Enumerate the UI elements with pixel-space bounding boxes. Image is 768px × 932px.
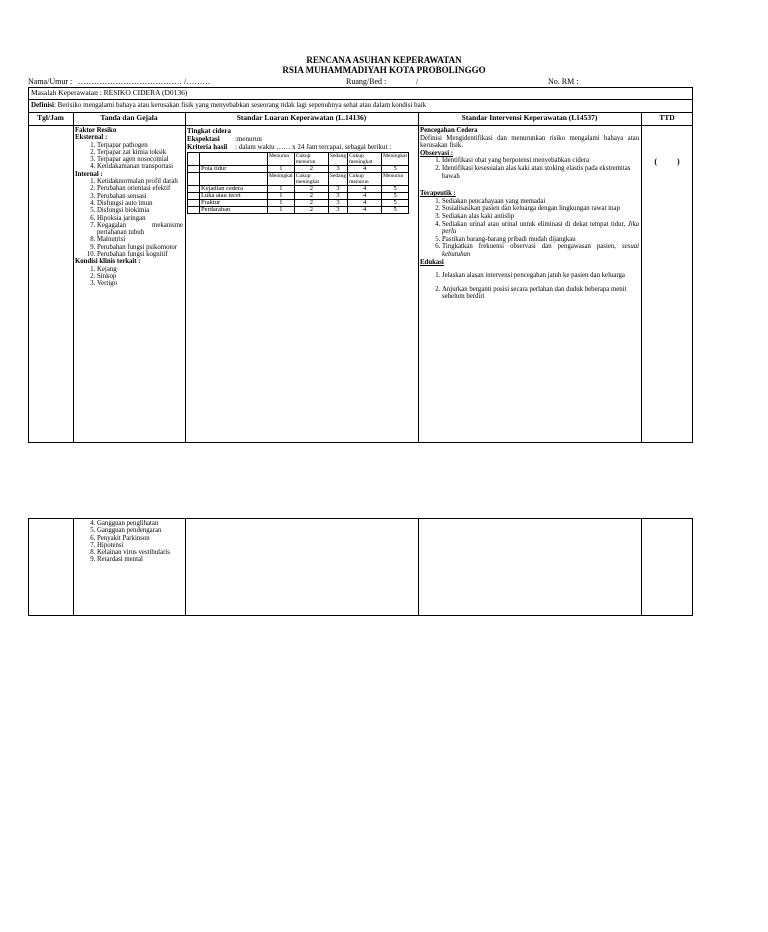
tanda-gejala xyxy=(73,126,185,443)
internal-list xyxy=(75,178,183,258)
row-label: Kejadian cedera xyxy=(200,186,268,193)
definisi-text: : Berisiko mengalami bahaya atau kerusakan fisik yang menyebabkan seseorang tidak lagi sepenuhnya sehat atau dalam kondisi baik xyxy=(53,101,427,109)
list-item: 1. Identifikasi obat yang berpotensi menyebabkan cidera xyxy=(442,157,639,165)
kondisi-continuation xyxy=(73,519,185,616)
score-cell[interactable]: 5 xyxy=(382,207,409,214)
kriteria-text: : dalam waktu …… x 24 Jam tercapai, sebagai berikut : xyxy=(235,143,392,151)
list-item: 7. Kegagalan mekanisme pertahanan tubuh xyxy=(97,222,183,237)
list-item: 8. Malnutrisi xyxy=(97,236,183,243)
hospital-name: RSIA MUHAMMADIYAH KOTA PROBOLINGGO xyxy=(282,65,486,75)
ekspektasi-label: Ekspektasi xyxy=(187,135,220,143)
score-cell[interactable]: 3 xyxy=(328,186,347,193)
list-item: 3. Terpapar agen nosocomial xyxy=(97,156,183,163)
col-slki: Standar Luaran Keperawatan (L.14136) xyxy=(236,113,367,122)
definisi-label: Definisi xyxy=(31,101,54,109)
scale-header: Menurun xyxy=(268,153,295,166)
scale-header: Sedang xyxy=(328,173,347,186)
score-cell[interactable]: 5 xyxy=(382,200,409,207)
score-cell[interactable]: 5 xyxy=(382,186,409,193)
score-cell[interactable]: 2 xyxy=(294,166,328,173)
list-item: 4. Gangguan penglihatan xyxy=(97,520,183,527)
list-item: 2. Sinkop xyxy=(97,273,183,280)
row-label: Fraktur xyxy=(200,200,268,207)
siki-content xyxy=(418,126,641,443)
score-cell[interactable]: 5 xyxy=(382,193,409,200)
list-item: 10. Perubahan fungsi kognitif xyxy=(97,251,183,258)
scale-header: Cukup menurun xyxy=(294,153,328,166)
scale-header: Meningkat xyxy=(268,173,295,186)
list-item: 1. Ketidaknormalan profil darah xyxy=(97,178,183,185)
score-cell[interactable]: 4 xyxy=(348,186,382,193)
row-label: Pola tidur xyxy=(200,166,268,173)
list-item: 7. Hipotensi xyxy=(97,542,183,549)
kondisi-title: Kondisi klinis terkait : xyxy=(75,258,141,266)
terapeutik-list xyxy=(420,198,639,259)
scale-header: Cukup meningkat xyxy=(294,173,328,186)
score-cell[interactable]: 4 xyxy=(348,166,382,173)
col-tgl: Tgl/Jam xyxy=(37,113,64,122)
row-label: Luka atau lecet xyxy=(200,193,268,200)
eksternal-list xyxy=(75,142,183,171)
slki-content xyxy=(185,126,418,443)
score-cell[interactable]: 1 xyxy=(268,166,295,173)
col-tanda: Tanda dan Gejala xyxy=(100,113,158,122)
kriteria-table xyxy=(187,152,409,214)
list-item-note: sesuai kebutuhan xyxy=(442,243,640,258)
list-item: 3. Sediakan alas kaki antislip xyxy=(442,213,639,221)
scale-header: Meningkat xyxy=(382,153,409,166)
list-item: 5. Pastikan barang-barang pribadi mudah dijangkau xyxy=(442,236,639,244)
edukasi-title: Edukasi xyxy=(420,258,444,266)
list-item: 3. Perubahan sensasi xyxy=(97,193,183,200)
list-item: 5. Disfungsi biokimia xyxy=(97,207,183,214)
scale-header: Cukup meningkat xyxy=(348,153,382,166)
list-item: 1. Jelaskan alasan intervensi pencegahan jatuh ke pasien dan keluarga xyxy=(442,272,639,280)
col-siki: Standar Intervensi Keperawatan (I.14537) xyxy=(461,113,598,122)
score-cell[interactable]: 2 xyxy=(294,186,328,193)
observasi-list xyxy=(420,157,639,180)
list-item: 2. Sosialisasikan pasien dan keluarga dengan lingkungan rawat inap xyxy=(442,205,639,213)
masalah-text: Masalah Keperawatan : RESIKO CIDERA (D0136) xyxy=(31,88,188,97)
norm-label: No. RM : xyxy=(548,77,579,86)
list-item xyxy=(442,243,639,258)
siki-title: Pencegahan Cedera xyxy=(420,127,478,134)
kondisi-list xyxy=(75,266,183,288)
list-item: 2. Perubahan orientasi efektif xyxy=(97,185,183,192)
terapeutik-title: Terapeutik : xyxy=(420,190,456,198)
tingkat-title: Tingkat cidera xyxy=(187,127,232,135)
score-cell[interactable]: 1 xyxy=(268,200,295,207)
internal-title: Internal : xyxy=(75,170,103,178)
score-cell[interactable]: 4 xyxy=(348,200,382,207)
row-label: Perdarahan xyxy=(200,207,268,214)
list-item: 6. Hipoksia jaringan xyxy=(97,215,183,222)
eksternal-title: Eksternal : xyxy=(75,134,108,142)
list-item: 5. Gangguan pendengaran xyxy=(97,527,183,534)
list-item: 3. Vertigo xyxy=(97,280,183,287)
list-item: 8. Kelainan virus vestibularis xyxy=(97,549,183,556)
edukasi-list xyxy=(420,272,639,301)
definisi-row xyxy=(28,99,693,113)
col-ttd: TTD xyxy=(659,113,675,122)
list-item-note: Jika perlu xyxy=(442,220,640,236)
list-item-text: Tingkatkan frekuensi observasi dan pengawasan pasien, xyxy=(442,243,616,251)
kriteria-label: Kriteria hasil xyxy=(187,143,228,151)
score-cell[interactable]: 3 xyxy=(328,193,347,200)
list-item: 1. Sediakan pencahayaan yang memadai xyxy=(442,198,639,206)
ttd-signature[interactable]: ( ) xyxy=(654,157,680,166)
scale-header: Cukup menurun xyxy=(348,173,382,186)
list-item: 2. Identifikasi kesesuaian alas kaki atau stoking elastis pada ekstremitas bawah xyxy=(442,165,639,180)
observasi-title: Observasi : xyxy=(420,149,454,157)
score-cell[interactable]: 3 xyxy=(328,200,347,207)
scale-header: Menurun xyxy=(382,173,409,186)
score-cell[interactable]: 5 xyxy=(382,166,409,173)
list-item-text: Sediakan urinal atau urinal untuk eliminasi di dekat tempat tidur, xyxy=(442,220,626,228)
siki-definisi: Definisi Mengidentifikasi dan menurunkan risiko mengalami bahaya atau kerusakan fisik. xyxy=(420,134,639,150)
score-cell[interactable]: 2 xyxy=(294,193,328,200)
patient-header xyxy=(28,77,692,87)
list-item: 2. Anjurkan berganti posisi secara perlahan dan duduk beberapa menit sebelum berdiri xyxy=(442,286,639,301)
score-cell[interactable]: 3 xyxy=(328,166,347,173)
score-cell[interactable]: 3 xyxy=(328,207,347,214)
score-cell[interactable]: 1 xyxy=(268,207,295,214)
list-item: 9. Perubahan fungsi psikomotor xyxy=(97,244,183,251)
ekspektasi-value: :menurun xyxy=(235,135,262,143)
list-item: 9. Retardasi mental xyxy=(97,556,183,563)
score-cell[interactable]: 2 xyxy=(294,207,328,214)
list-item xyxy=(442,221,639,236)
list-item: 6. Penyakit Parkinson xyxy=(97,535,183,542)
list-item: 1. Kejang xyxy=(97,266,183,273)
list-item: 2. Terpapar zat kimia toksik xyxy=(97,149,183,156)
score-cell[interactable]: 1 xyxy=(268,193,295,200)
scale-header: Sedang xyxy=(328,153,347,166)
list-item: 4. Ketidakamanan transportasi xyxy=(97,163,183,170)
document-title: RENCANA ASUHAN KEPERAWATAN xyxy=(306,55,462,65)
ruang-label: Ruang/Bed : xyxy=(346,77,387,86)
score-cell[interactable]: 4 xyxy=(348,207,382,214)
list-item: 1. Terpapar pathogen xyxy=(97,142,183,149)
nama-field[interactable]: ………………………………… /……… xyxy=(78,77,211,86)
kondisi-list-cont xyxy=(75,520,183,564)
ruang-sep: / xyxy=(416,77,419,86)
faktor-title: Faktor Resiko xyxy=(75,127,117,134)
list-item: 4. Disfungsi auto imun xyxy=(97,200,183,207)
score-cell[interactable]: 1 xyxy=(268,186,295,193)
score-cell[interactable]: 4 xyxy=(348,193,382,200)
score-cell[interactable]: 2 xyxy=(294,200,328,207)
nama-label: Nama/Umur : xyxy=(28,77,73,86)
